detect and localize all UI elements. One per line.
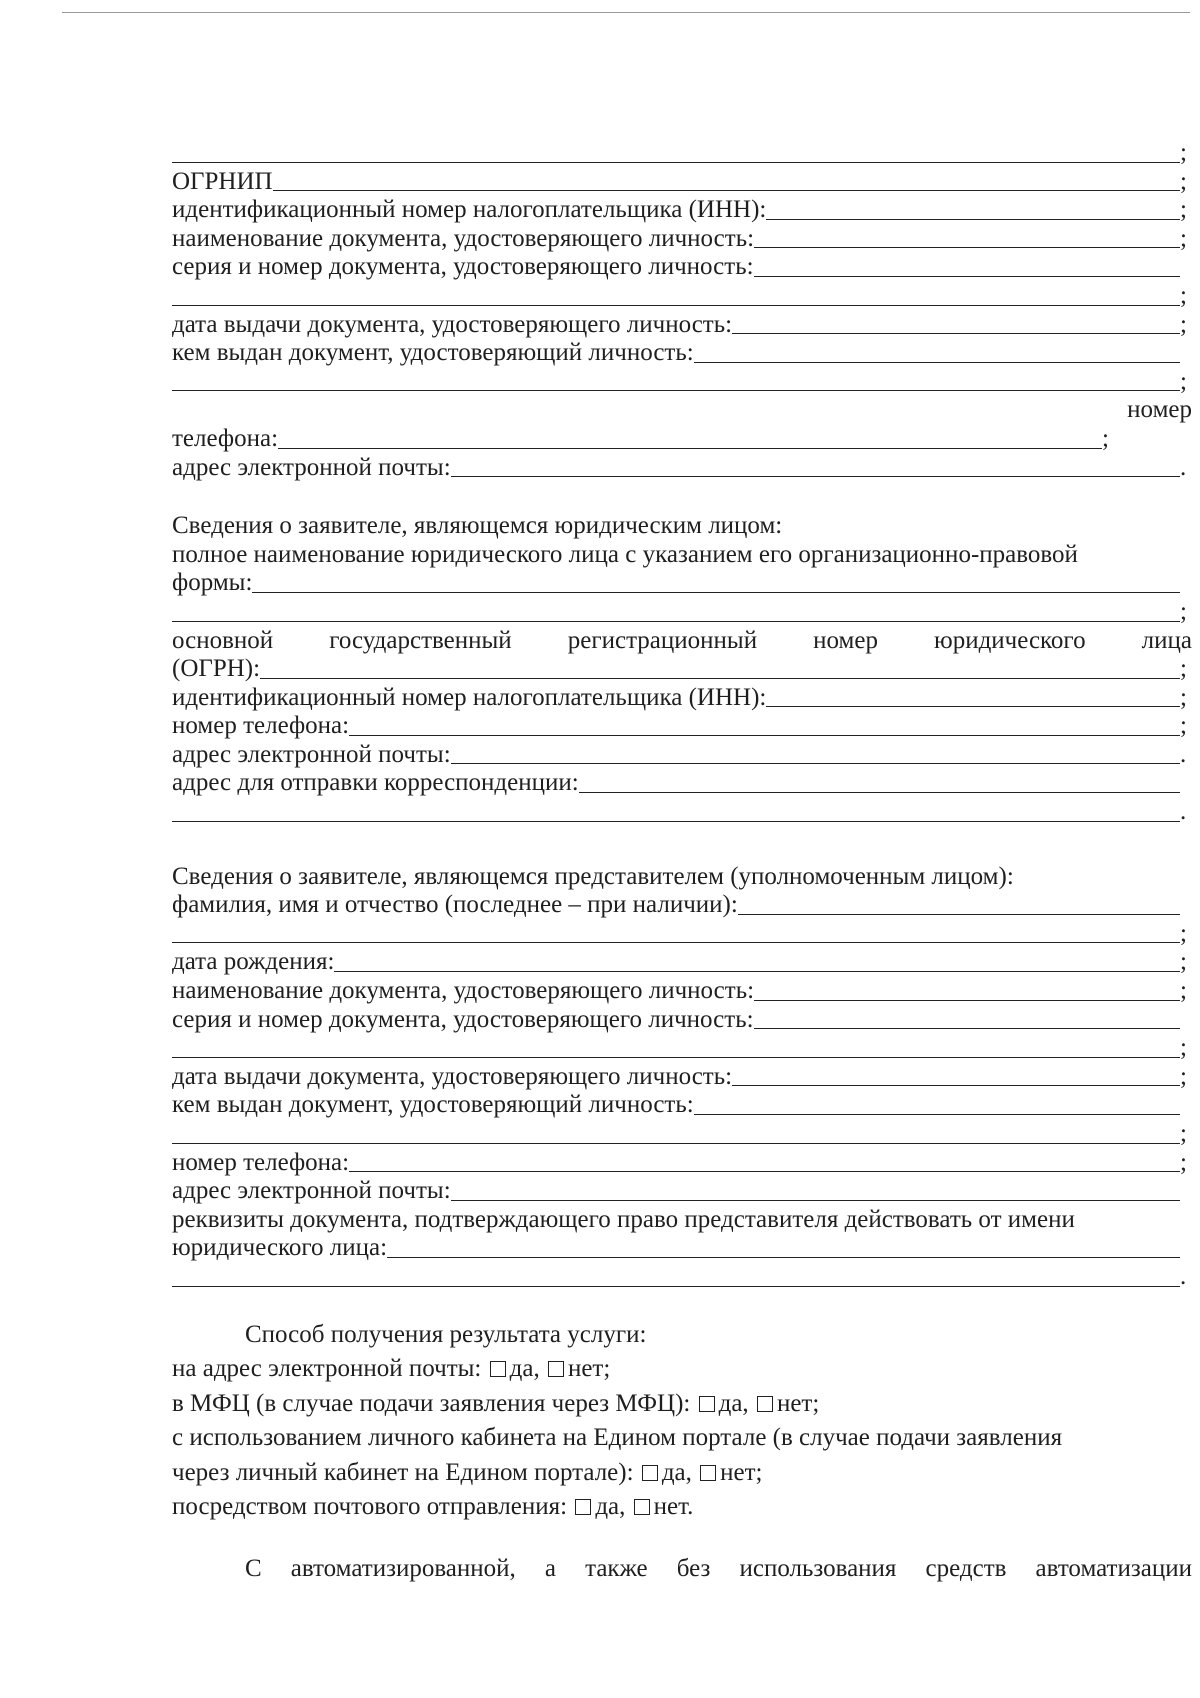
result-option-post <box>172 1490 1192 1525</box>
consent-paragraph <box>172 1555 1192 1585</box>
ip-phone-field[interactable]: телефона: ; <box>172 424 1109 452</box>
ip-doc-series-continuation[interactable]: ; <box>172 282 1192 311</box>
word: автоматизированной, <box>290 1554 516 1582</box>
option-label: через личный кабинет на Едином портале): <box>172 1458 634 1486</box>
rep-fio-label: фамилия, имя и отчество (последнее – при наличии): <box>172 891 738 919</box>
ip-doc-name-field[interactable]: наименование документа, удостоверяющего личность: ; <box>172 224 1187 252</box>
legal-email-label: адрес электронной почты: <box>172 740 451 768</box>
legal-ogrn-label <box>172 627 1192 656</box>
ogrnip-field[interactable]: ОГРНИП ; <box>172 167 1187 195</box>
checkbox-yes[interactable] <box>699 1396 715 1412</box>
rep-doc-series-continuation[interactable]: ; <box>172 1034 1192 1063</box>
legal-post-address-continuation[interactable]: . <box>172 798 1192 827</box>
ip-email-label: адрес электронной почты: <box>172 453 451 481</box>
rep-doc-date-label: дата выдачи документа, удостоверяющего личность: <box>172 1062 733 1090</box>
legal-post-address-field[interactable] <box>172 769 1192 798</box>
checkbox-no[interactable] <box>548 1361 564 1377</box>
legal-phone-field[interactable]: номер телефона: ; <box>172 712 1187 740</box>
ip-email-field[interactable]: адрес электронной почты: . <box>172 453 1187 481</box>
rep-fio-continuation[interactable]: ; <box>172 920 1192 949</box>
checkbox-no[interactable] <box>757 1396 773 1412</box>
word: юридического <box>934 626 1086 654</box>
checkbox-yes[interactable] <box>575 1499 591 1515</box>
rep-birth-date-label: дата рождения: <box>172 948 335 976</box>
ip-phone-label-part1: номер <box>1127 396 1192 424</box>
result-option-email <box>172 1352 1192 1387</box>
rep-phone-label: номер телефона: <box>172 1148 350 1176</box>
rep-doc-name-field[interactable]: наименование документа, удостоверяющего личность: ; <box>172 977 1187 1005</box>
blank-line[interactable]: ; <box>172 139 1192 168</box>
rep-doc-series-field[interactable] <box>172 1006 1192 1035</box>
word: а <box>544 1554 556 1582</box>
rep-fio-field[interactable] <box>172 891 1192 920</box>
result-option-portal-line1: с использованием личного кабинета на Едином портале (в случае подачи заявления <box>172 1424 1063 1452</box>
rep-doc-issuer-field[interactable] <box>172 1091 1192 1120</box>
checkbox-yes[interactable] <box>642 1465 658 1481</box>
ip-doc-issuer-continuation[interactable]: ; <box>172 368 1192 397</box>
word: номер <box>813 626 878 654</box>
checkbox-no[interactable] <box>700 1465 716 1481</box>
rep-doc-issuer-label: кем выдан документ, удостоверяющий личность: <box>172 1091 694 1119</box>
word: лица <box>1141 626 1192 654</box>
word: государственный <box>329 626 512 654</box>
no-label: нет. <box>653 1493 694 1521</box>
rep-requisites-label-part2: юридического лица: <box>172 1234 388 1262</box>
legal-inn-field[interactable]: идентификационный номер налогоплательщика (ИНН): ; <box>172 683 1187 711</box>
word: С <box>245 1554 262 1582</box>
legal-ogrn-label-part2: (ОГРН): <box>172 655 261 683</box>
checkbox-no[interactable] <box>634 1499 650 1515</box>
rep-email-label: адрес электронной почты: <box>172 1177 451 1205</box>
legal-full-name-continuation[interactable]: ; <box>172 598 1192 627</box>
checkbox-yes[interactable] <box>490 1361 506 1377</box>
legal-heading: Сведения о заявителе, являющемся юридическим лицом: <box>172 512 783 540</box>
top-rule <box>62 12 1190 13</box>
ip-phone-word <box>172 396 1192 425</box>
result-options <box>172 1318 1192 1525</box>
result-option-mfc <box>172 1387 1192 1422</box>
legal-full-name-label: полное наименование юридического лица с указанием его организационно-правовой <box>172 540 1078 568</box>
yes-label: да, <box>509 1355 540 1383</box>
word: средств <box>925 1554 1007 1582</box>
no-label: нет; <box>776 1389 820 1417</box>
word: основной <box>172 626 274 654</box>
ip-doc-series-label: серия и номер документа, удостоверяющего личность: <box>172 253 754 281</box>
legal-email-field[interactable]: адрес электронной почты: . <box>172 740 1187 768</box>
rep-requisites-field[interactable] <box>172 1234 1192 1263</box>
option-label: посредством почтового отправления: <box>172 1493 568 1521</box>
yes-label: да, <box>595 1493 626 1521</box>
form-page <box>172 139 1192 1585</box>
option-label: в МФЦ (в случае подачи заявления через МФЦ): <box>172 1389 691 1417</box>
ip-doc-series-field[interactable] <box>172 253 1192 282</box>
legal-inn-label: идентификационный номер налогоплательщика (ИНН): <box>172 683 767 711</box>
rep-requisites-continuation[interactable]: . <box>172 1263 1192 1292</box>
ip-doc-issuer-label: кем выдан документ, удостоверяющий личность: <box>172 339 694 367</box>
ip-doc-date-field[interactable]: дата выдачи документа, удостоверяющего личность: ; <box>172 310 1187 338</box>
word: также <box>585 1554 648 1582</box>
ip-inn-label: идентификационный номер налогоплательщика (ИНН): <box>172 196 767 224</box>
ip-doc-issuer-field[interactable] <box>172 339 1192 368</box>
rep-heading: Сведения о заявителе, являющемся представителем (уполномоченным лицом): <box>172 862 1014 890</box>
legal-ogrn-field[interactable]: (ОГРН): ; <box>172 655 1187 683</box>
legal-phone-label: номер телефона: <box>172 712 350 740</box>
legal-forms-label: формы: <box>172 569 253 597</box>
no-label: нет; <box>720 1458 763 1486</box>
option-label: на адрес электронной почты: <box>172 1355 482 1383</box>
result-heading: Способ получения результата услуги: <box>245 1320 647 1348</box>
rep-requisites-label: реквизиты документа, подтверждающего право представителя действовать от имени <box>172 1205 1075 1233</box>
ogrnip-label: ОГРНИП <box>172 167 273 195</box>
ip-phone-label-part2: телефона: <box>172 424 279 452</box>
yes-label: да, <box>661 1458 692 1486</box>
yes-label: да, <box>718 1389 749 1417</box>
no-label: нет; <box>567 1355 611 1383</box>
rep-doc-series-label: серия и номер документа, удостоверяющего личность: <box>172 1005 754 1033</box>
ip-inn-field[interactable]: идентификационный номер налогоплательщика (ИНН): ; <box>172 196 1187 224</box>
word: регистрационный <box>567 626 758 654</box>
word: автоматизации <box>1035 1554 1192 1582</box>
rep-birth-date-field[interactable]: дата рождения: ; <box>172 948 1187 976</box>
legal-post-address-label: адрес для отправки корреспонденции: <box>172 769 579 797</box>
rep-doc-date-field[interactable]: дата выдачи документа, удостоверяющего личность: ; <box>172 1062 1187 1090</box>
result-option-portal <box>172 1456 1192 1491</box>
ip-doc-name-label: наименование документа, удостоверяющего личность: <box>172 224 755 252</box>
ip-doc-date-label: дата выдачи документа, удостоверяющего личность: <box>172 310 733 338</box>
rep-phone-field[interactable]: номер телефона: ; <box>172 1148 1187 1176</box>
rep-email-field[interactable] <box>172 1177 1192 1206</box>
rep-doc-issuer-continuation[interactable]: ; <box>172 1120 1192 1149</box>
rep-doc-name-label: наименование документа, удостоверяющего личность: <box>172 977 755 1005</box>
word: без <box>676 1554 711 1582</box>
legal-full-name-field[interactable] <box>172 569 1192 598</box>
word: использования <box>739 1554 897 1582</box>
